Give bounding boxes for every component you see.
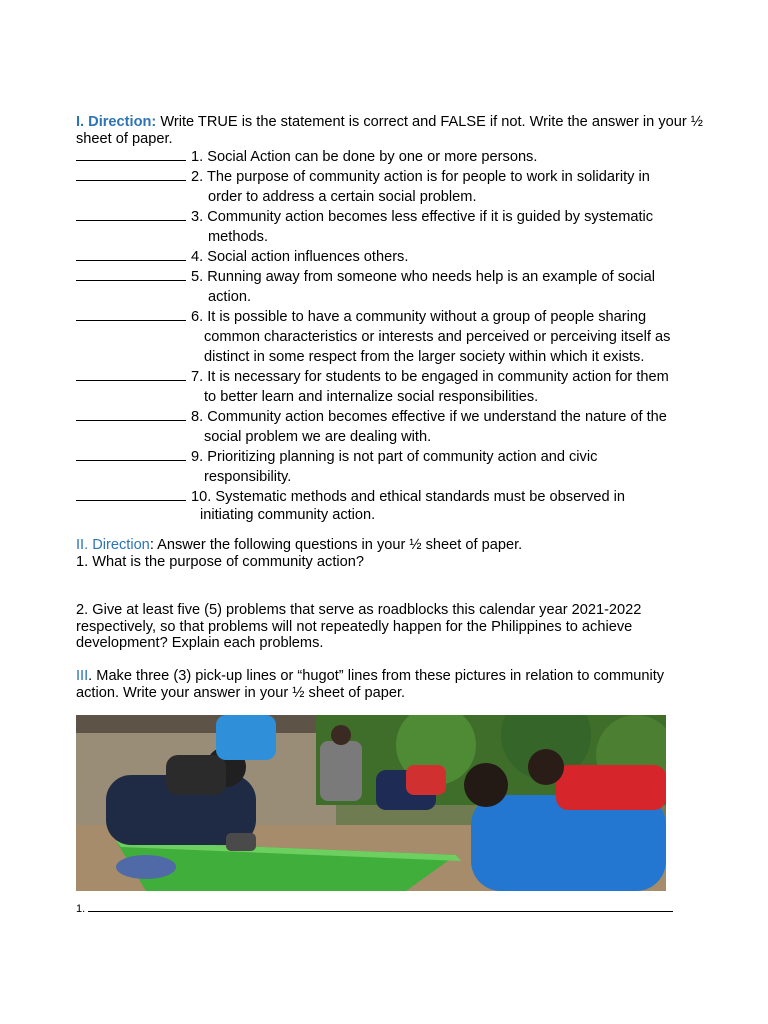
tf-item [76, 167, 716, 207]
answer-blank[interactable] [76, 208, 186, 221]
answer-blank[interactable] [76, 248, 186, 261]
tf-item-continuation: social problem we are dealing with. [204, 429, 432, 445]
part3-label: III [76, 668, 89, 684]
tf-item-continuation: responsibility. [204, 469, 292, 485]
tf-item [76, 147, 716, 167]
tf-item-text: 3. Community action becomes less effective if it is guided by systematic [191, 209, 654, 225]
answer-blank[interactable] [76, 308, 186, 321]
part3-text: . Make three (3) pick-up lines or “hugot” lines from these pictures in relation to community action. Write your answer in your ½ sheet of paper. [76, 668, 665, 701]
tf-item-continuation: to better learn and internalize social responsibilities. [204, 389, 539, 405]
tf-item-continuation: order to address a certain social problem. [208, 189, 477, 205]
tf-item-text: 1. Social Action can be done by one or more persons. [191, 149, 538, 165]
tf-item-text: 6. It is possible to have a community without a group of people sharing [191, 309, 647, 325]
tf-item-continuation: action. [208, 289, 251, 305]
answer-blank[interactable] [76, 408, 186, 421]
tf-item-continuation: methods. [208, 229, 269, 245]
community-action-photo [76, 715, 666, 891]
answer-blank[interactable] [76, 448, 186, 461]
tf-item [76, 247, 716, 267]
answer-number: 1. [76, 903, 86, 915]
question-2: 2. Give at least five (5) problems that serve as roadblocks this calendar year 2021-2022 respectively, so that problems will not repeatedly happen for the Philippines to achieve development? Explain each problems. [76, 602, 642, 652]
question-1: 1. What is the purpose of community action? [76, 554, 364, 570]
answer-line-1[interactable] [76, 900, 676, 918]
answer-blank[interactable] [88, 900, 673, 912]
tf-item-text: 2. The purpose of community action is for people to work in solidarity in [191, 169, 650, 185]
tf-item-continuation: common characteristics or interests and perceived or perceiving itself as [204, 329, 671, 345]
tf-item-text: 10. Systematic methods and ethical standards must be observed in [191, 489, 625, 505]
tf-item-continuation: initiating community action. [200, 507, 376, 523]
answer-blank[interactable] [76, 488, 186, 501]
tf-item [76, 367, 716, 407]
answer-blank[interactable] [76, 168, 186, 181]
tf-item [76, 487, 716, 523]
answer-blank[interactable] [76, 368, 186, 381]
part2-direction [76, 537, 706, 554]
part2-label: II. Direction [76, 537, 150, 553]
part1-direction [76, 114, 706, 147]
tf-item [76, 267, 716, 307]
part2-text: : Answer the following questions in your ½ sheet of paper. [149, 537, 523, 553]
answer-blank[interactable] [76, 268, 186, 281]
tf-item [76, 407, 716, 447]
tf-item-text: 4. Social action influences others. [191, 249, 409, 265]
tf-item [76, 207, 716, 247]
tf-item-continuation: distinct in some respect from the larger society within which it exists. [204, 349, 645, 365]
part3-direction [76, 668, 706, 701]
answer-blank[interactable] [76, 148, 186, 161]
tf-item [76, 447, 716, 487]
tf-item-text: 8. Community action becomes effective if we understand the nature of the [191, 409, 667, 425]
tf-item [76, 307, 716, 367]
tf-item-text: 9. Prioritizing planning is not part of community action and civic [191, 449, 598, 465]
tf-item-text: 5. Running away from someone who needs help is an example of social [191, 269, 656, 285]
part1-label: I. Direction: [76, 114, 157, 130]
part1-text: Write TRUE is the statement is correct and FALSE if not. Write the answer in your ½ sheet of paper. [76, 114, 703, 147]
tf-item-text: 7. It is necessary for students to be engaged in community action for them [191, 369, 669, 385]
